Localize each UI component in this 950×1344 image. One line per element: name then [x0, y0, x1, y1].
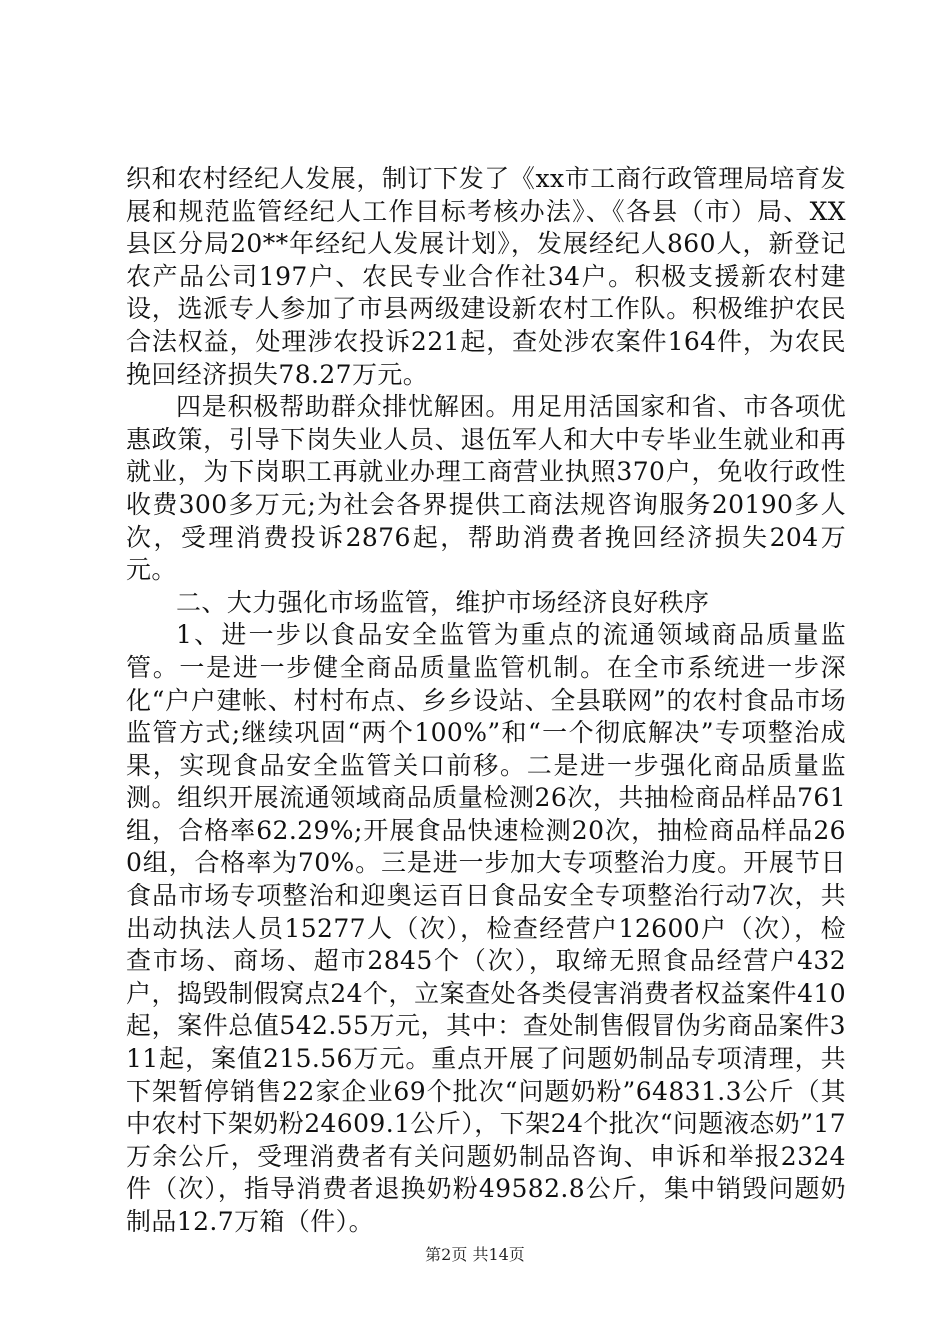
paragraph-point-four: 四是积极帮助群众排忧解困。用足用活国家和省、市各项优惠政策，引导下岗失业人员、退伍军人和大中专毕业生就业和再就业，为下岗职工再就业办理工商营业执照370户，免收行政性收费300多万元;为社会各界提供工商法规咨询服务20190多人次，受理消费投诉2876起，帮助消费者挽回经济损失204万元。: [126, 392, 846, 585]
page-number-footer: 第2页 共14页: [425, 1245, 525, 1264]
section-heading: 二、大力强化市场监管，维护市场经济良好秩序: [176, 587, 710, 617]
paragraph-item-one: 1、进一步以食品安全监管为重点的流通领域商品质量监管。一是进一步健全商品质量监管机制。在全市系统进一步深化“户户建帐、村村布点、乡乡设站、全县联网”的农村食品市场监管方式;继续巩固“两个100%”和“一个彻底解决”专项整治成果，实现食品安全监管关口前移。二是进一步强化商品质量监测。组织开展流通领域商品质量检测26次，共抽检商品样品761组，合格率62.29%;开展食品快速检测20次，抽检商品样品260组，合格率为70%。三是进一步加大专项整治力度。开展节日食品市场专项整治和迎奥运百日食品安全专项整治行动7次，共出动执法人员15277人（次），检查经营户12600户（次），检查市场、商场、超市2845个（次），取缔无照食品经营户432户，捣毁制假窝点24个，立案查处各类侵害消费者权益案件410起，案件总值542.55万元，其中：查处制售假冒伪劣商品案件311起，案值215.56万元。重点开展了问题奶制品专项清理，共下架暂停销售22家企业69个批次“问题奶粉”64831.3公斤（其中农村下架奶粉24609.1公斤），下架24个批次“问题液态奶”17万余公斤，受理消费者有关问题奶制品咨询、申诉和举报2324件（次），指导消费者退换奶粉49582.8公斤，集中销毁问题奶制品12.7万箱（件）。: [126, 620, 846, 1236]
paragraph-continuation: 织和农村经纪人发展，制订下发了《xx市工商行政管理局培育发展和规范监管经纪人工作目标考核办法》、《各县（市）局、XX县区分局20**年经纪人发展计划》，发展经纪人860人，新登记农产品公司197户、农民专业合作社34户。积极支援新农村建设，选派专人参加了市县两级建设新农村工作队。积极维护农民合法权益，处理涉农投诉221起，查处涉农案件164件，为农民挽回经济损失78.27万元。: [126, 164, 846, 389]
page-body: [126, 163, 846, 1239]
